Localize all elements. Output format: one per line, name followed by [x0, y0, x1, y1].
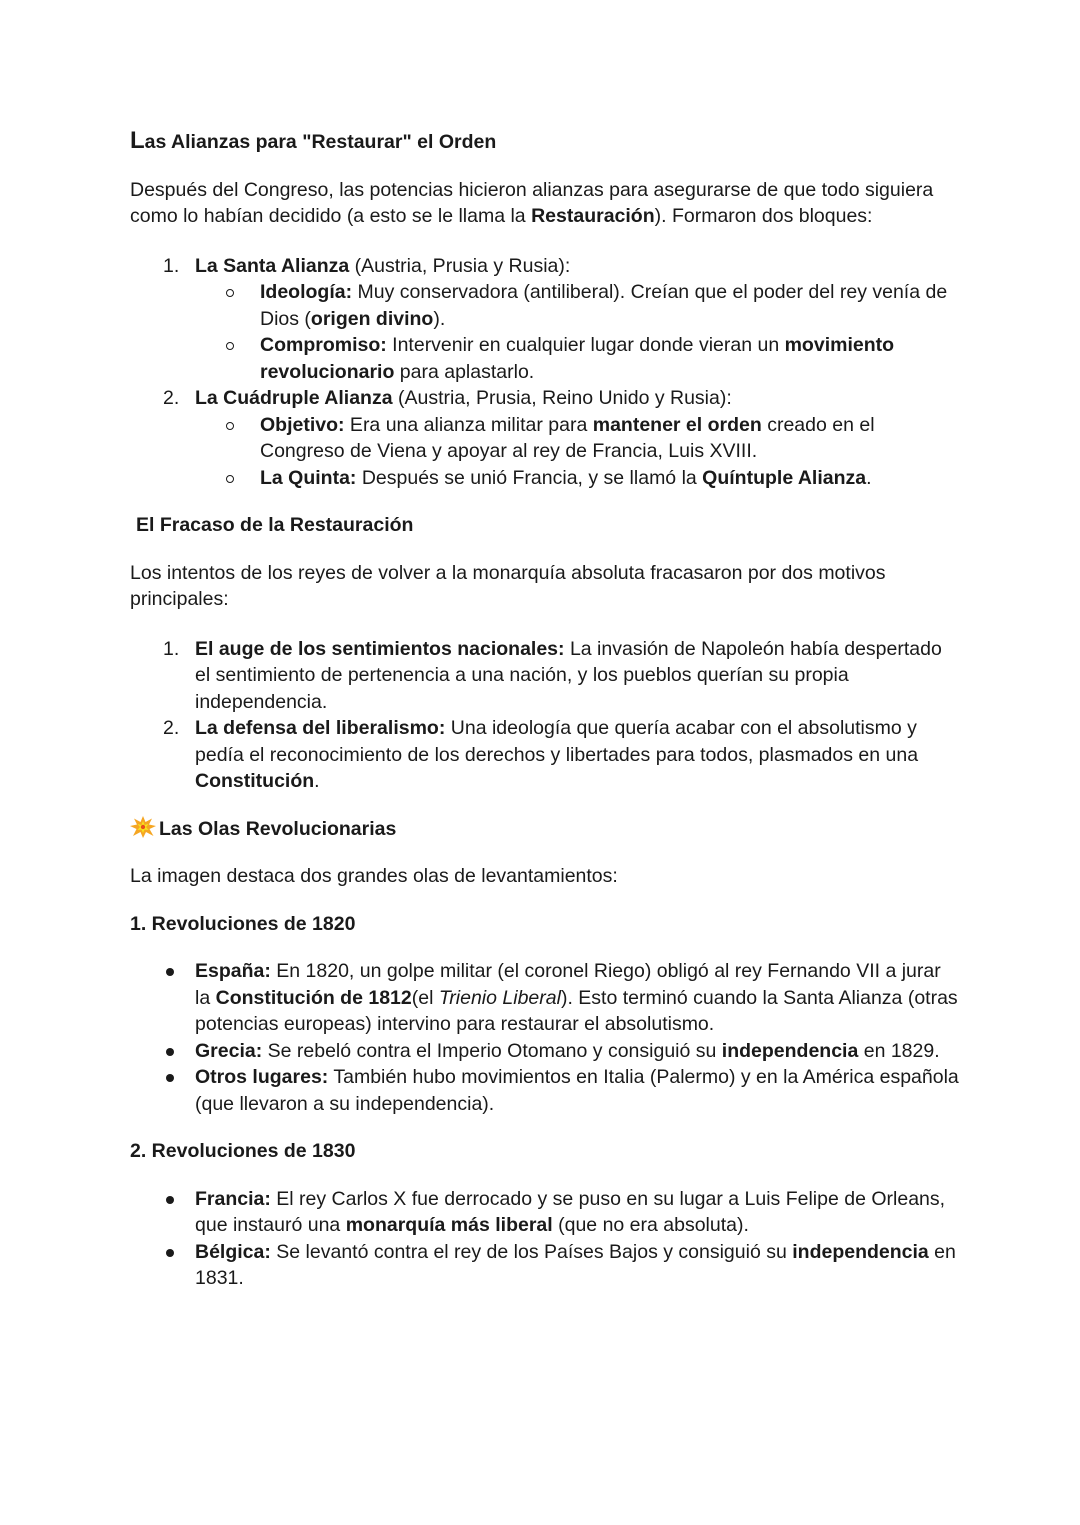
item-bold: El auge de los sentimientos nacionales:	[195, 637, 565, 660]
sub-list	[195, 412, 960, 492]
list-item	[130, 1186, 960, 1239]
fracaso-intro: Los intentos de los reyes de volver a la monarquía absoluta fracasaron por dos motivos principales:	[130, 561, 886, 610]
item-text: (el	[411, 986, 439, 1009]
subsection-title-1820: 1. Revoluciones de 1820	[130, 912, 356, 935]
subsection-title-1830: 2. Revoluciones de 1830	[130, 1140, 356, 1162]
sub-list	[195, 279, 960, 385]
sub-bold: movimiento revolucionario	[260, 334, 895, 383]
item-bold: Francia:	[195, 1187, 271, 1210]
sub-list-item	[195, 332, 960, 385]
item-bold: independencia	[721, 1039, 859, 1062]
sub-text: Muy conservadora (antiliberal). Creían que el poder del rey venía de Dios (	[260, 281, 948, 330]
sub-text: Intervenir en cualquier lugar donde vieran un	[386, 334, 785, 356]
list-number: 2.	[163, 387, 180, 409]
list-number: 1.	[163, 254, 180, 277]
list-item	[130, 715, 960, 795]
bullet-icon	[166, 1048, 174, 1056]
section-title-olas	[130, 816, 960, 843]
sub-text: para aplastarlo.	[394, 360, 535, 383]
list-item	[130, 1038, 960, 1065]
item-text: (Austria, Prusia y Rusia):	[349, 254, 571, 277]
section-title-alianzas	[130, 128, 960, 156]
sub-bold: Objetivo:	[260, 413, 345, 436]
item-text: .	[314, 770, 320, 792]
item-bold: La defensa del liberalismo:	[195, 717, 446, 739]
sub-text: ).	[433, 307, 446, 330]
hollow-bullet-icon	[226, 475, 234, 483]
sub-text: .	[866, 466, 872, 489]
sub-bold: Quíntuple Alianza	[702, 466, 867, 489]
sub-list-item	[195, 465, 960, 492]
item-italic: Trienio Liberal	[438, 986, 561, 1009]
item-text: El rey Carlos X fue derrocado y se puso en su lugar a Luis Felipe de Orleans, que instauró una	[195, 1187, 946, 1236]
intro-bold: Restauración	[531, 205, 655, 227]
hollow-bullet-icon	[226, 289, 234, 297]
item-text: (Austria, Prusia, Reino Unido y Rusia):	[392, 387, 732, 409]
item-bold: Constitución	[195, 770, 315, 792]
olas-intro: La imagen destaca dos grandes olas de levantamientos:	[130, 865, 618, 887]
sub-bold: Compromiso:	[260, 334, 387, 356]
item-text: en 1829.	[858, 1039, 940, 1062]
sub-list-item	[195, 412, 960, 465]
item-bold: monarquía más liberal	[345, 1214, 553, 1236]
item-text: En 1820, un golpe militar (el coronel Riego) obligó al rey Fernando VII a jurar la	[195, 960, 941, 1009]
item-text: ). Esto terminó cuando la Santa Alianza (otras potencias europeas) intervino para restaurar el absolutismo.	[195, 986, 958, 1035]
intro-text: ). Formaron dos bloques:	[654, 205, 873, 227]
list-item	[130, 958, 960, 1038]
section-title-fracaso: El Fracaso de la Restauración	[136, 514, 414, 536]
list-number: 1.	[163, 637, 180, 660]
list-item	[130, 1239, 960, 1292]
hollow-bullet-icon	[226, 422, 234, 430]
list-item	[130, 636, 960, 716]
bullet-icon	[166, 968, 174, 976]
sub-list-item	[195, 279, 960, 332]
title-text: as Alianzas para "Restaurar" el Orden	[144, 131, 497, 153]
collision-emoji-icon	[130, 816, 156, 838]
bullet-icon	[166, 1249, 174, 1257]
document-content	[130, 128, 960, 1292]
revoluciones-1820-list	[130, 958, 960, 1117]
item-bold: Constitución de 1812	[215, 986, 412, 1009]
sub-text: Después se unió Francia, y se llamó la	[356, 466, 703, 489]
title-text: Las Olas Revolucionarias	[159, 817, 397, 840]
alianzas-list	[130, 253, 960, 492]
item-bold: España:	[195, 960, 271, 982]
item-text: Una ideología que quería acabar con el absolutismo y pedía el reconocimiento de los derechos y libertades para todos, plasmados en una	[195, 717, 919, 766]
item-bold: Grecia:	[195, 1039, 263, 1062]
item-bold: independencia	[792, 1240, 929, 1263]
item-bold: La Cuádruple Alianza	[195, 387, 393, 409]
sub-bold: La Quinta:	[260, 466, 357, 489]
item-text: Se rebeló contra el Imperio Otomano y consiguió su	[262, 1039, 722, 1062]
hollow-bullet-icon	[226, 342, 234, 350]
intro-text: Después del Congreso, las potencias hicieron alianzas para asegurarse de que todo siguiera como lo habían decidido (a esto se le llama la	[130, 178, 934, 227]
item-text: Se levantó contra el rey de los Países Bajos y consiguió su	[270, 1240, 793, 1263]
fracaso-list	[130, 636, 960, 795]
bullet-icon	[166, 1196, 174, 1204]
title-initial: L	[130, 127, 145, 154]
list-item	[130, 253, 960, 386]
list-item	[130, 385, 960, 491]
list-item	[130, 1064, 960, 1117]
alianzas-intro	[130, 177, 960, 230]
item-text: en 1831.	[195, 1240, 956, 1289]
item-bold: Bélgica:	[195, 1240, 271, 1263]
bullet-icon	[166, 1074, 174, 1082]
item-text: (que no era absoluta).	[552, 1214, 749, 1236]
sub-bold: origen divino	[310, 307, 434, 330]
list-number: 2.	[163, 717, 180, 739]
sub-text: Era una alianza militar para	[344, 413, 593, 436]
item-text: La invasión de Napoleón había despertado el sentimiento de pertenencia a una nación, y los pueblos querían su propia independencia.	[195, 637, 942, 713]
item-bold: La Santa Alianza	[195, 254, 350, 277]
item-bold: Otros lugares:	[195, 1066, 329, 1088]
sub-bold: Ideología:	[260, 281, 353, 303]
sub-bold: mantener el orden	[592, 413, 762, 436]
item-text: También hubo movimientos en Italia (Palermo) y en la América española (que llevaron a su independencia).	[195, 1066, 959, 1115]
revoluciones-1830-list	[130, 1186, 960, 1292]
sub-text: creado en el Congreso de Viena y apoyar al rey de Francia, Luis XVIII.	[260, 413, 875, 462]
